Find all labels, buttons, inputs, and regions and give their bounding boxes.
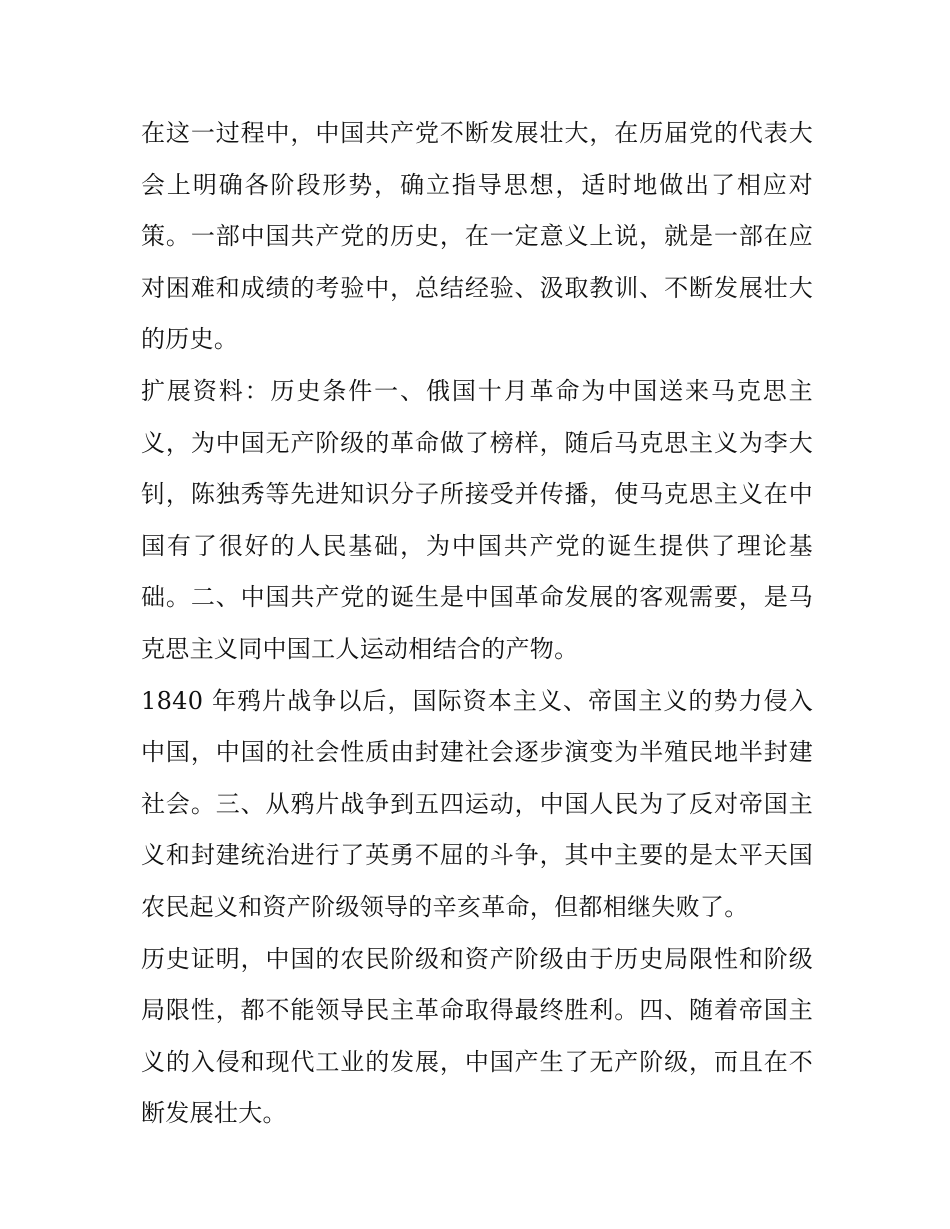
paragraph-1: 在这一过程中，中国共产党不断发展壮大，在历届党的代表大会上明确各阶段形势，确立指导思想，适时地做出了相应对策。一部中国共产党的历史，在一定意义上说，就是一部在应对困难和成绩的考验中，总结经验、汲取教训、不断发展壮大的历史。 xyxy=(141,119,813,354)
paragraph-4: 历史证明，中国的农民阶级和资产阶级由于历史局限性和阶级局限性，都不能领导民主革命取得最终胜利。四、随着帝国主义的入侵和现代工业的发展，中国产生了无产阶级，而且在不断发展壮大。 xyxy=(141,944,813,1128)
document-body xyxy=(141,108,813,1140)
paragraph-3: 1840 年鸦片战争以后，国际资本主义、帝国主义的势力侵入中国，中国的社会性质由封建社会逐步演变为半殖民地半封建社会。三、从鸦片战争到五四运动，中国人民为了反对帝国主义和封建统治进行了英勇不屈的斗争，其中主要的是太平天国农民起义和资产阶级领导的辛亥革命，但都相继失败了。 xyxy=(141,686,813,921)
paragraph-2: 扩展资料：历史条件一、俄国十月革命为中国送来马克思主义，为中国无产阶级的革命做了榜样，随后马克思主义为李大钊，陈独秀等先进知识分子所接受并传播，使马克思主义在中国有了很好的人民基础，为中国共产党的诞生提供了理论基础。二、中国共产党的诞生是中国革命发展的客观需要，是马克思主义同中国工人运动相结合的产物。 xyxy=(141,376,813,663)
